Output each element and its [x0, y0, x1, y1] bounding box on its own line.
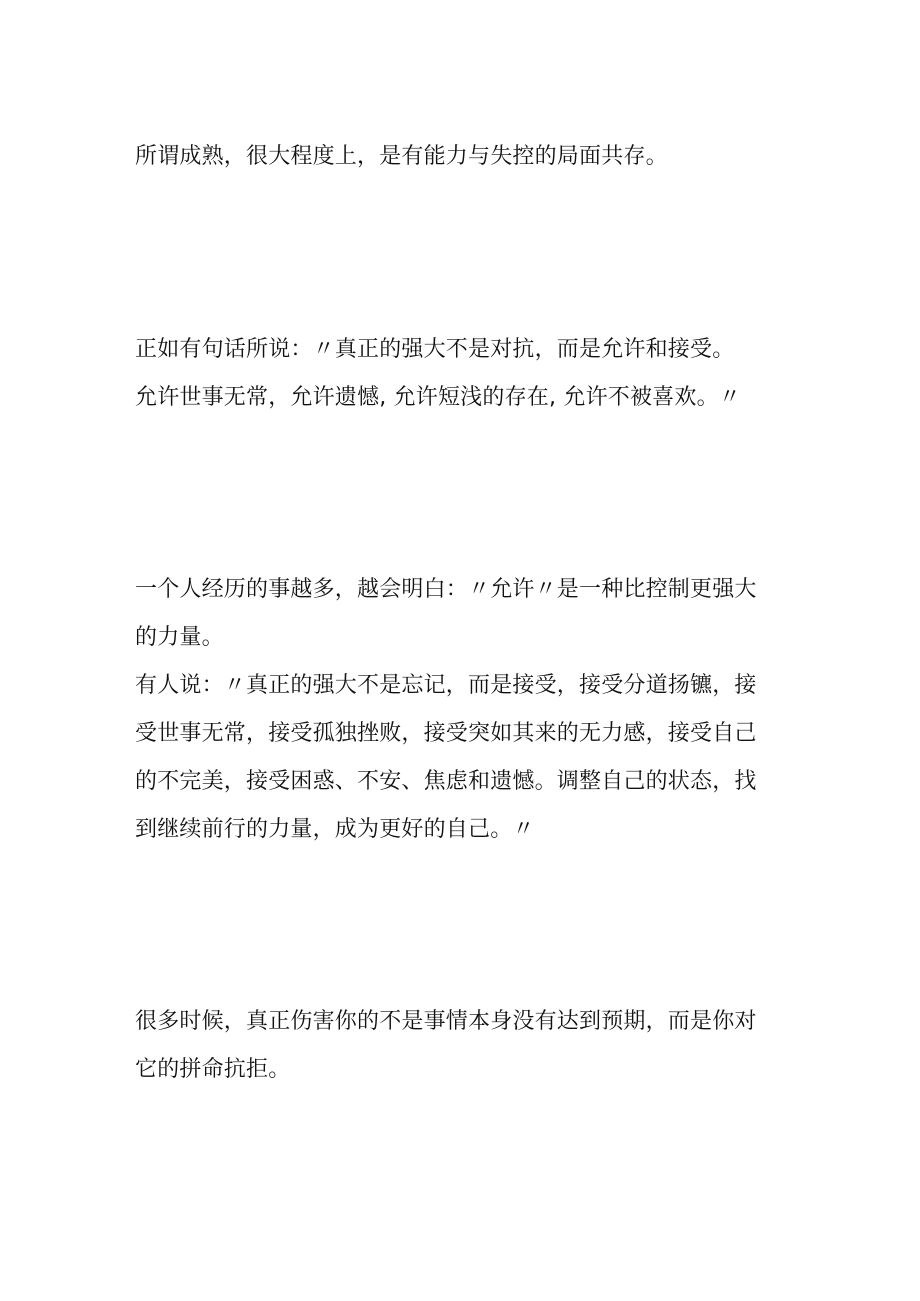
text-line: 很多时候，真正伤害你的不是事情本身没有达到预期，而是你对 — [135, 1009, 757, 1034]
text-line: 有人说：〃真正的强大不是忘记，而是接受，接受分道扬镳，接 — [135, 673, 757, 698]
text-line: 受世事无常，接受孤独挫败，接受突如其来的无力感，接受自己 — [135, 721, 757, 746]
text-line: 所谓成熟，很大程度上，是有能力与失控的局面共存。 — [135, 144, 668, 169]
text-line: 的不完美，接受困惑、不安、焦虑和遗憾。调整自己的状态，找 — [135, 769, 757, 794]
text-line: 允许世事无常，允许遗憾, 允许短浅的存在, 允许不被喜欢。〃 — [135, 385, 741, 410]
text-line: 到继续前行的力量，成为更好的自己。〃 — [135, 817, 535, 842]
text-line: 一个人经历的事越多，越会明白：〃允许〃是一种比控制更强大 — [135, 577, 757, 602]
text-line: 它的拼命抗拒。 — [135, 1057, 291, 1082]
text-line: 的力量。 — [135, 625, 224, 650]
text-line: 正如有句话所说：〃真正的强大不是对抗，而是允许和接受。 — [135, 337, 735, 362]
